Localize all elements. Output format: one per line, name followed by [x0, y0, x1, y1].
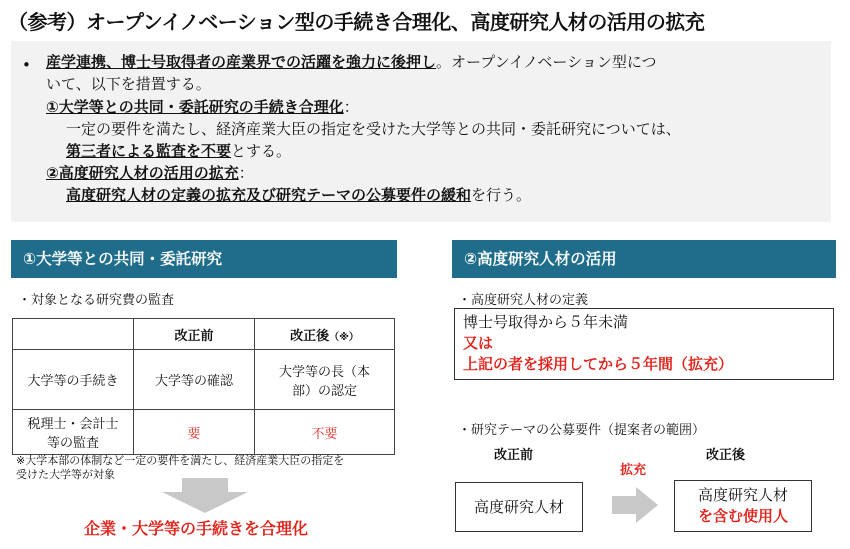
item1-colon: ： [343, 98, 359, 116]
summary-item-1-body: 一定の要件を満たし、経済産業大臣の指定を受けた大学等との共同・委託研究については、 [66, 120, 681, 138]
summary-item-1-title [46, 97, 359, 117]
after-box-line2: を含む使用人 [697, 507, 788, 525]
down-arrow-icon [160, 478, 250, 514]
footnote-line1: ※大学本部の体制など一定の要件を満たし、経済産業大臣の指定を [16, 454, 345, 467]
right-after-label: 改正後 [706, 448, 746, 463]
summary-item-2-body [66, 185, 531, 205]
table-header-row [13, 319, 395, 350]
table-corner-cell [13, 319, 134, 350]
summary-item-2-title [46, 163, 254, 183]
definition-line2: 又は [463, 334, 494, 352]
col-header-before: 改正前 [134, 319, 255, 350]
summary-line-2: いて、以下を措置する。 [46, 75, 211, 93]
summary-item-1-conclusion [66, 141, 291, 161]
summary-line-1 [46, 52, 657, 72]
after-box-line1: 高度研究人材 [697, 486, 788, 504]
table-row [13, 410, 395, 455]
definition-line3: 上記の者を採用してから５年間（拡充） [463, 355, 734, 373]
row2-label [13, 410, 134, 455]
row2-label-line2: 等の監査 [46, 436, 99, 451]
audit-comparison-table [12, 318, 395, 455]
row2-label-line1: 税理士・会計士 [27, 417, 119, 432]
left-section-note: ・対象となる研究費の監査 [18, 293, 175, 308]
right-before-label: 改正前 [494, 448, 534, 463]
col-header-after [255, 319, 395, 350]
after-scope-box [674, 480, 812, 532]
item1-title: ①大学等との共同・委託研究の手続き合理化 [46, 98, 344, 116]
item1-end: とする。 [231, 142, 292, 160]
expand-label: 拡充 [620, 463, 647, 478]
left-section-header: ①大学等との共同・委託研究 [11, 240, 397, 278]
item2-colon: ： [238, 164, 254, 182]
row1-after [255, 350, 395, 410]
row2-after: 不要 [255, 410, 395, 455]
summary-bullet: • [22, 56, 31, 74]
row1-label: 大学等の手続き [13, 350, 134, 410]
item2-title: ②高度研究人材の活用の拡充 [46, 164, 239, 182]
item2-end: を行う。 [471, 186, 532, 204]
definition-box [454, 308, 834, 380]
row1-after-line2: 部）の認定 [291, 383, 357, 399]
summary-line1-rest: 。オープンイノベーション型につ [436, 53, 657, 71]
row1-after-line1: 大学等の長（本 [278, 364, 370, 380]
right-arrow-icon [612, 487, 660, 523]
col-header-after-mark: （※） [329, 331, 359, 343]
requirement-note: ・研究テーマの公募要件（提案者の範囲） [458, 423, 706, 438]
page-title: （参考）オープンイノベーション型の手続き合理化、高度研究人材の活用の拡充 [8, 10, 705, 34]
col-header-after-label: 改正後 [290, 328, 330, 344]
definition-line1: 博士号取得から５年未満 [463, 313, 629, 331]
row2-before: 要 [134, 410, 255, 455]
left-result-text: 企業・大学等の手続きを合理化 [84, 519, 309, 538]
item2-emphasis: 高度研究人材の定義の拡充及び研究テーマの公募要件の緩和 [66, 186, 472, 204]
footnote-line2: 受けた大学等が対象 [16, 468, 115, 481]
right-section-header: ②高度研究人材の活用 [452, 240, 836, 278]
item1-emphasis: 第三者による監査を不要 [66, 142, 232, 160]
row1-before: 大学等の確認 [134, 350, 255, 410]
definition-note: ・高度研究人材の定義 [458, 293, 589, 308]
table-row [13, 350, 395, 410]
before-scope-box: 高度研究人材 [455, 482, 583, 532]
summary-emphasis: 産学連携、博士号取得者の産業界での活躍を強力に後押し [46, 53, 437, 71]
